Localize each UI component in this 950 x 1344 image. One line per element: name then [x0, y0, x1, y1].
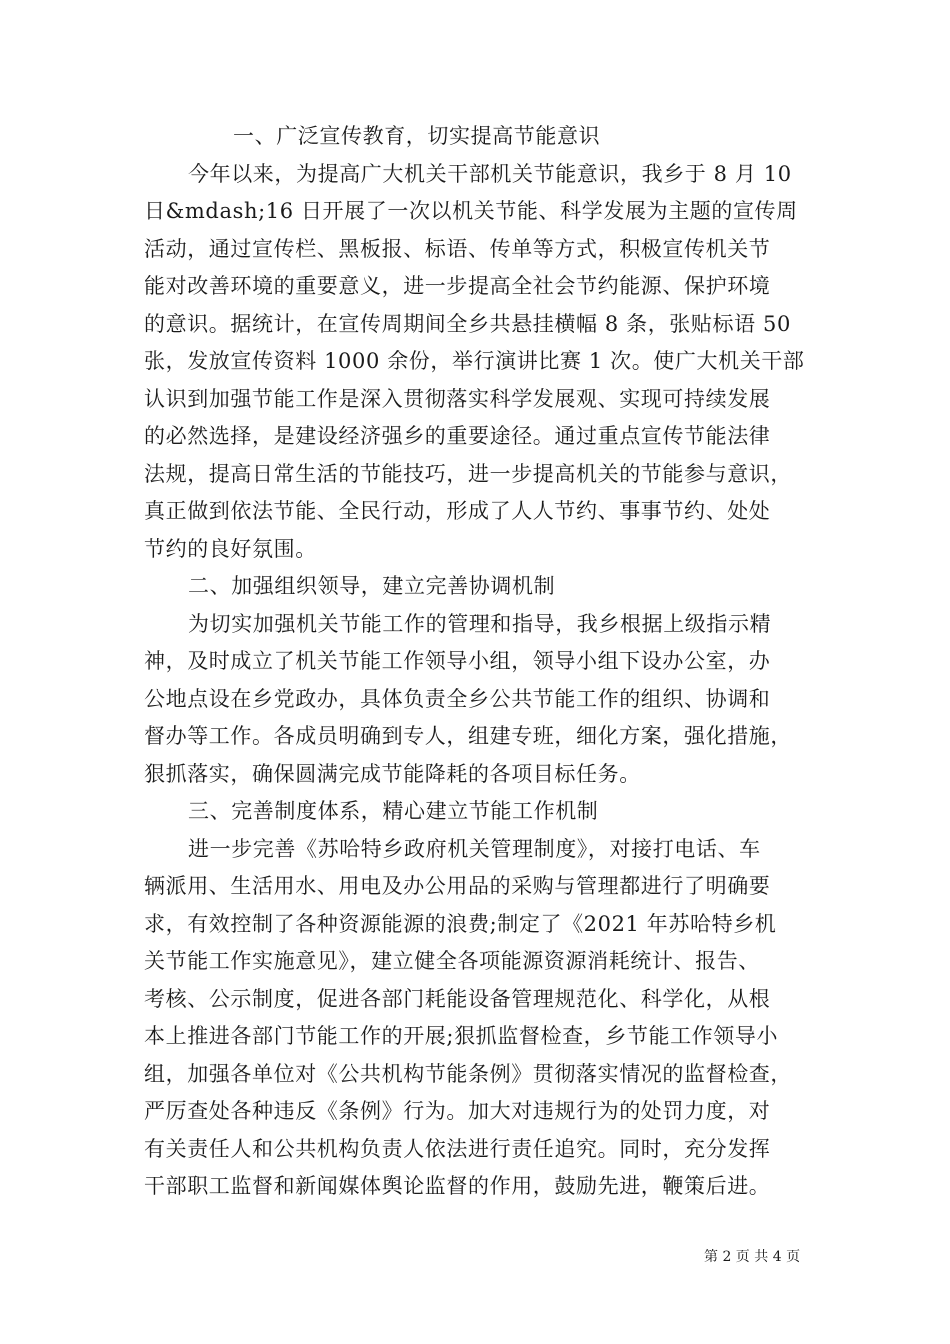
text-line: 本上推进各部门节能工作的开展;狠抓监督检查，乡节能工作领导小: [144, 1024, 779, 1048]
text-line: 督办等工作。各成员明确到专人，组建专班，细化方案，强化措施，: [144, 724, 792, 748]
text-line: 认识到加强节能工作是深入贯彻落实科学发展观、实现可持续发展: [144, 386, 771, 411]
section-heading: 二、加强组织领导，建立完善协调机制: [188, 574, 556, 598]
text-line: 干部职工监督和新闻媒体舆论监督的作用，鼓励先进，鞭策后进。: [144, 1174, 771, 1198]
text-line: 求，有效控制了各种资源能源的浪费;制定了《2021 年苏哈特乡机: [144, 911, 777, 936]
paragraph-start-line: 进一步完善《苏哈特乡政府机关管理制度》，对接打电话、车: [188, 836, 761, 861]
text-line: 真正做到依法节能、全民行动，形成了人人节约、事事节约、处处: [144, 499, 771, 523]
text-line: 活动，通过宣传栏、黑板报、标语、传单等方式，积极宣传机关节: [144, 236, 771, 261]
section-heading: 三、完善制度体系，精心建立节能工作机制: [188, 799, 599, 823]
text-line: 关节能工作实施意见》，建立健全各项能源资源消耗统计、报告、: [144, 949, 760, 973]
text-line: 法规，提高日常生活的节能技巧，进一步提高机关的节能参与意识，: [144, 461, 792, 486]
section-heading: 一、广泛宣传教育，切实提高节能意识: [233, 124, 601, 148]
text-line: 的必然选择，是建设经济强乡的重要途径。通过重点宣传节能法律: [144, 424, 771, 448]
text-line: 张，发放宣传资料 1000 余份，举行演讲比赛 1 次。使广大机关干部: [144, 349, 805, 373]
text-line: 辆派用、生活用水、用电及办公用品的采购与管理都进行了明确要: [144, 874, 771, 898]
text-line: 神，及时成立了机关节能工作领导小组，领导小组下设办公室，办: [144, 649, 771, 673]
text-line: 严厉查处各种违反《条例》行为。加大对违规行为的处罚力度，对: [144, 1099, 771, 1123]
page-number: 第 2 页 共 4 页: [704, 1249, 801, 1265]
text-line: 组，加强各单位对《公共机构节能条例》贯彻落实情况的监督检查，: [144, 1061, 792, 1086]
text-line: 节约的良好氛围。: [144, 536, 317, 561]
text-line: 日&mdash;16 日开展了一次以机关节能、科学发展为主题的宣传周: [144, 199, 798, 223]
text-line: 狠抓落实，确保圆满完成节能降耗的各项目标任务。: [144, 761, 641, 786]
text-line: 有关责任人和公共机构负责人依法进行责任追究。同时，充分发挥: [144, 1136, 771, 1161]
paragraph-start-line: 今年以来，为提高广大机关干部机关节能意识，我乡于 8 月 10: [188, 161, 792, 186]
paragraph-start-line: 为切实加强机关节能工作的管理和指导，我乡根据上级指示精: [188, 611, 772, 636]
text-line: 公地点设在乡党政办，具体负责全乡公共节能工作的组织、协调和: [144, 686, 771, 711]
text-line: 的意识。据统计，在宣传周期间全乡共悬挂横幅 8 条，张贴标语 50: [144, 311, 791, 336]
text-line: 考核、公示制度，促进各部门耗能设备管理规范化、科学化，从根: [144, 986, 771, 1011]
document-body: [144, 118, 809, 1206]
text-line: 能对改善环境的重要意义，进一步提高全社会节约能源、保护环境: [144, 274, 771, 298]
